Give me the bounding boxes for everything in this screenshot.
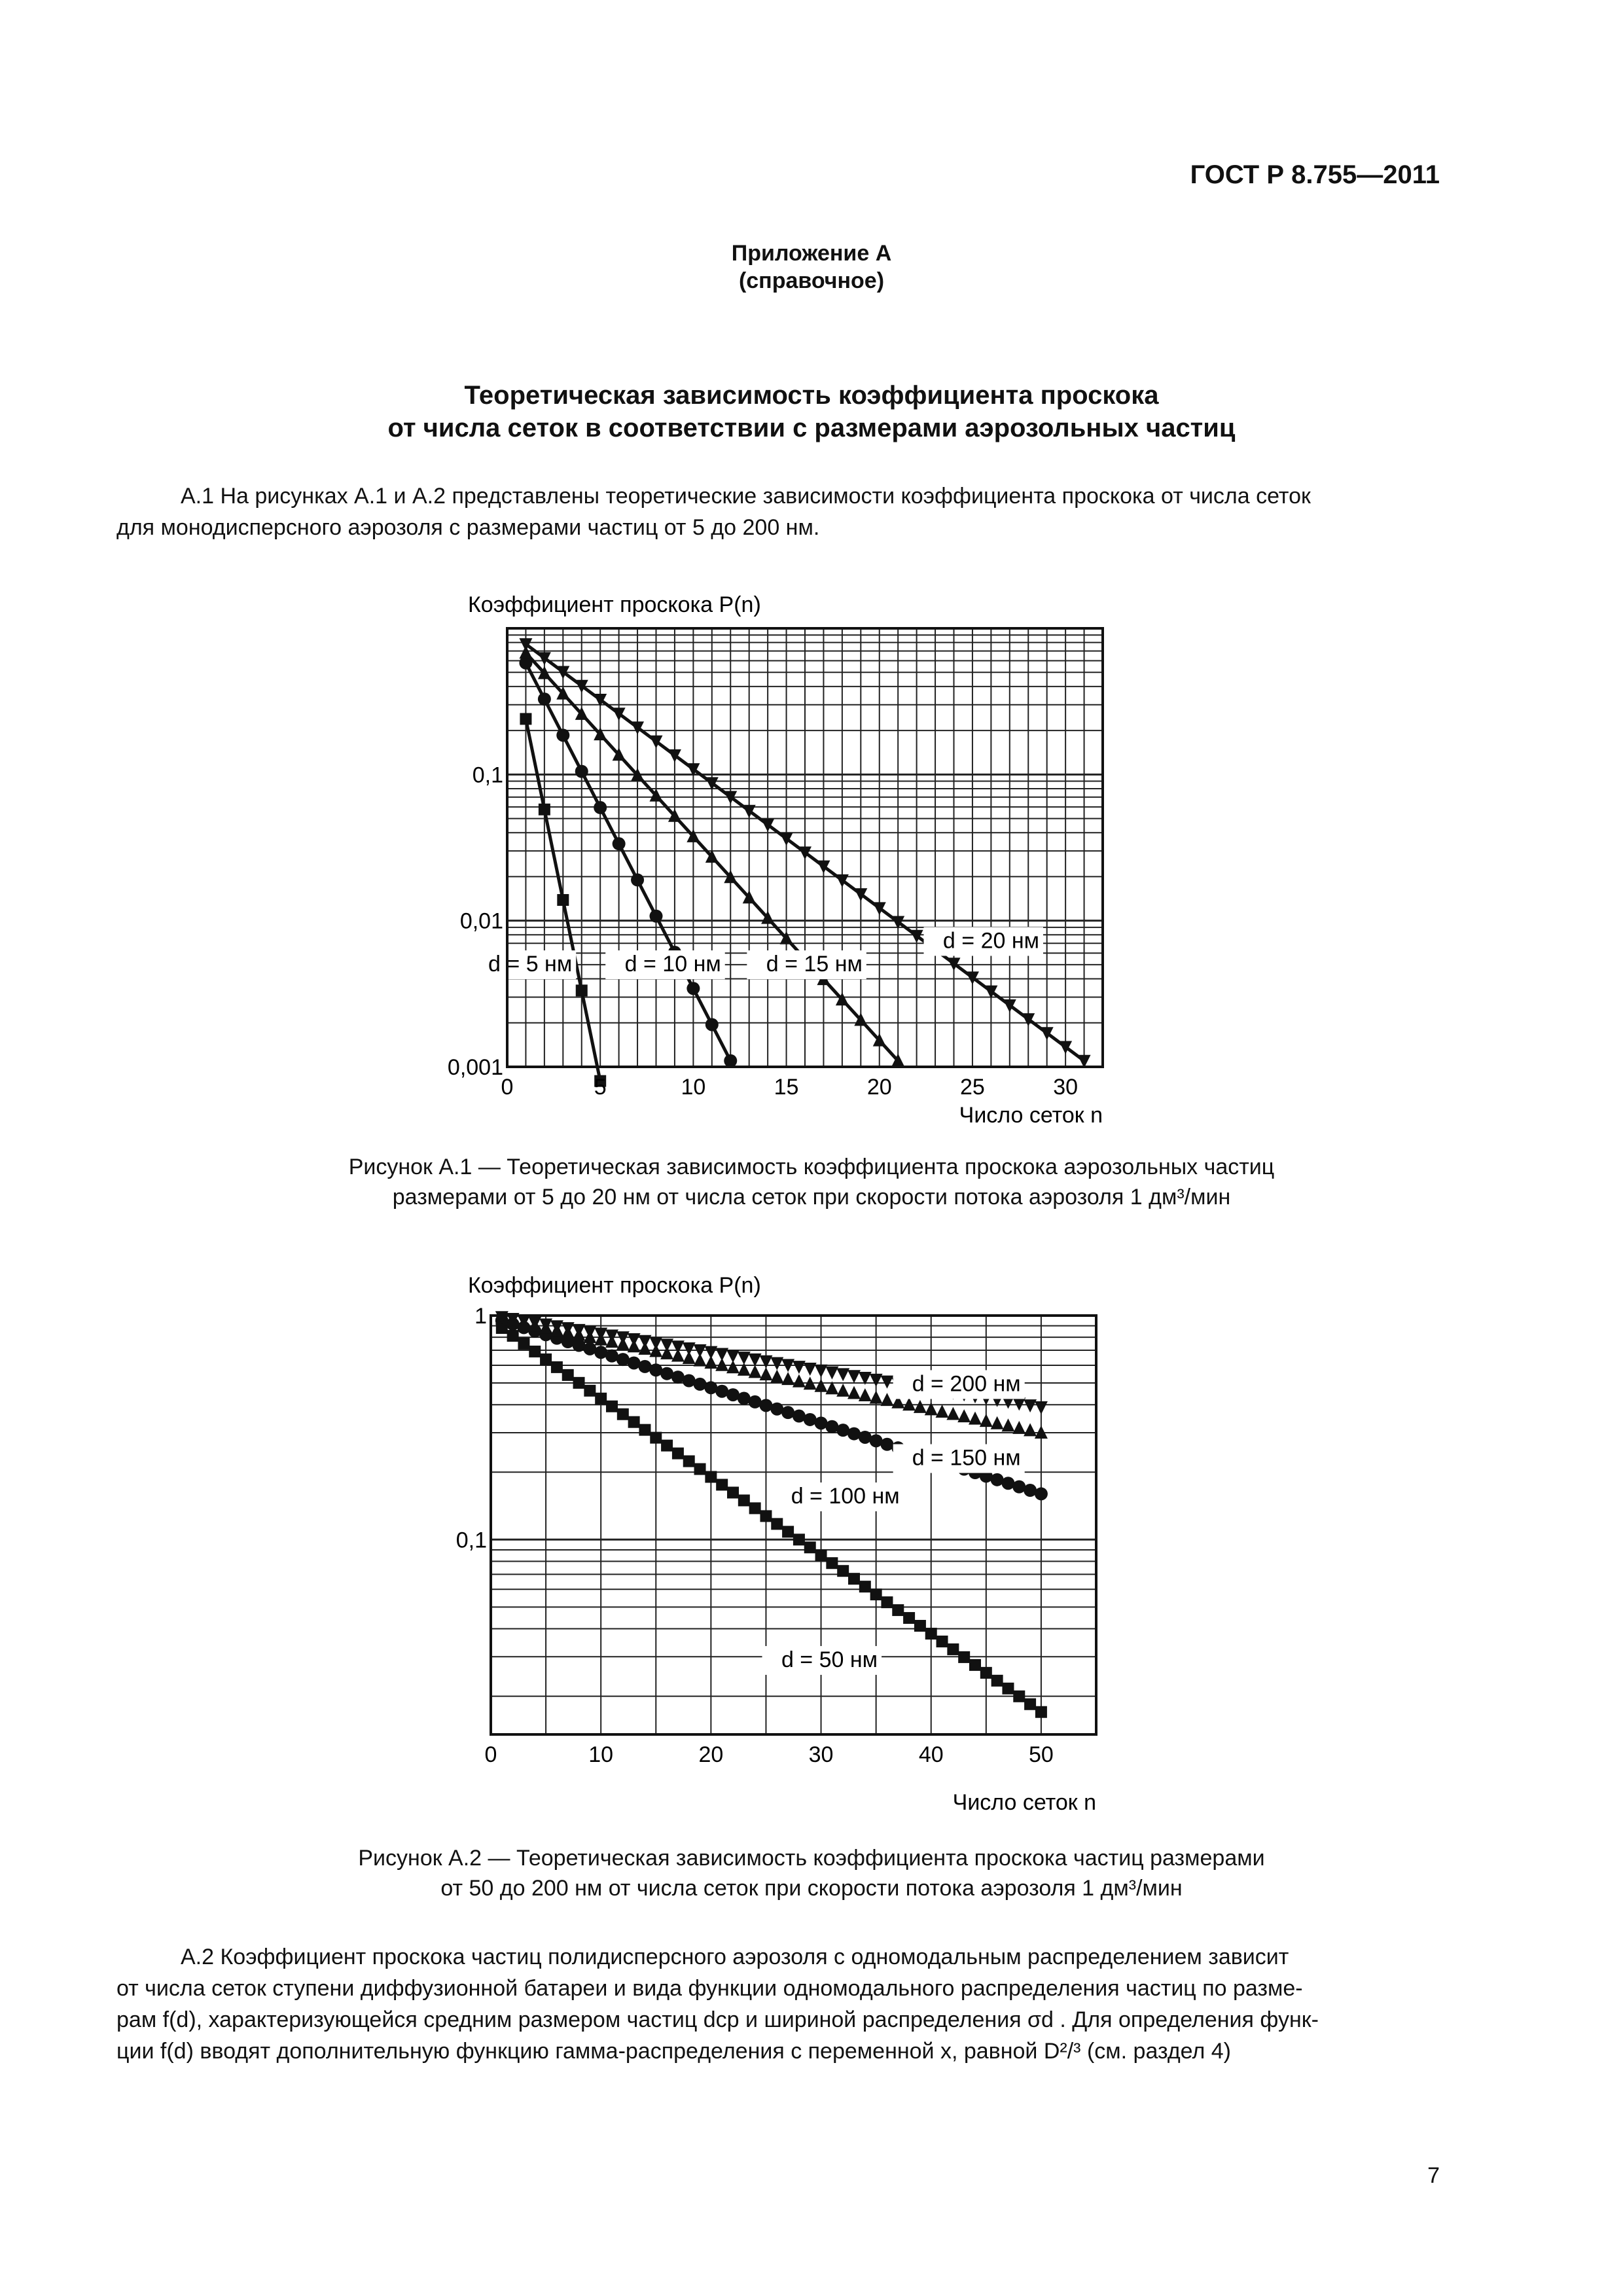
data-point [573,1377,585,1389]
data-point [991,1675,1003,1687]
data-point [793,1374,806,1388]
data-point [631,873,644,886]
data-point [837,1565,849,1577]
data-point [770,1370,783,1383]
data-point [815,1379,828,1392]
data-point [980,1667,992,1679]
data-point [771,1518,783,1530]
x-tick-label: 40 [918,1742,944,1767]
data-point [724,1054,737,1067]
data-point [749,1502,761,1514]
data-point [859,1581,871,1592]
data-point [705,1018,719,1031]
data-point [1035,1401,1048,1414]
data-point [914,1620,926,1632]
data-point [727,1486,739,1498]
data-point [617,1408,629,1420]
data-point [804,1541,816,1553]
data-point [576,984,588,996]
data-point [969,1412,982,1425]
data-point [518,1338,529,1350]
data-point [556,728,569,742]
data-point [639,1424,651,1436]
paragraph-a2-line3: рам f(d), характеризующейся средним размером частиц dср и шириной распределения σd . Для определения функ- [116,2007,1319,2032]
data-point [650,1432,662,1444]
data-point [551,1361,563,1373]
data-point [595,1393,607,1405]
figure-a1-caption-line1: Рисунок А.1 — Теоретическая зависимость коэффициента проскока аэрозольных частиц [348,1155,1275,1179]
series-label: d = 20 нм [942,928,1039,954]
data-point [1035,1706,1047,1718]
data-point [716,1479,728,1490]
paragraph-a2-line1: А.2 Коэффициент проскока частиц полидисперсного аэрозоля с одномодальным распределением зависит [181,1945,1289,1969]
data-point [1013,1691,1025,1702]
paragraph-a2-line4: ции f(d) вводят дополнительную функцию гамма-распределения с переменной x, равной D²/³ (см. раздел 4) [116,2039,1231,2064]
series-label: d = 15 нм [766,952,863,977]
data-point [584,1385,596,1397]
data-point [881,1596,893,1608]
series-label: d = 200 нм [912,1371,1021,1397]
data-point [1002,1683,1014,1695]
data-point [562,1369,574,1381]
data-point [539,804,550,816]
x-tick-label: 25 [960,1075,985,1100]
data-point [826,1557,838,1569]
page-number: 7 [1427,2163,1440,2188]
data-point [650,910,663,923]
data-point [957,1409,971,1422]
data-point [628,1416,640,1428]
data-point [859,1388,872,1401]
data-point [694,1463,706,1475]
figure-a2-xlabel: Число сеток n [952,1790,1096,1815]
data-point [760,1510,772,1522]
series-label: d = 5 нм [488,952,573,977]
data-point [880,1393,893,1406]
data-point [793,1534,805,1545]
data-point [1012,1421,1026,1434]
data-point [575,765,588,778]
series-label: d = 150 нм [912,1445,1021,1471]
data-point [936,1636,948,1647]
data-point [705,1471,717,1483]
data-point [738,1494,750,1506]
series-label: d = 10 нм [624,952,721,977]
data-point [594,801,607,814]
section-title-line1: Теоретическая зависимость коэффициента проскока [464,381,1159,410]
data-point [936,1405,949,1418]
data-point [1035,1487,1048,1500]
x-tick-label: 20 [698,1742,724,1767]
data-point [1024,1423,1037,1436]
figure-a2-caption-line2: от 50 до 200 нм от числа сеток при скорости потока аэрозоля 1 дм³/мин [440,1876,1183,1901]
data-point [947,1643,959,1655]
data-point [1024,1698,1036,1710]
x-tick-label: 0 [501,1075,514,1100]
y-tick-label: 0,1 [472,762,503,788]
data-point [520,713,531,725]
figure-a2-chart [419,1263,1139,1833]
section-title-line2: от числа сеток в соответствии с размерами аэрозольных частиц [387,414,1236,442]
data-point [870,1588,882,1600]
data-point [529,1346,541,1357]
y-tick-label: 0,01 [459,908,503,934]
figure-a2-caption-line1: Рисунок А.2 — Теоретическая зависимость коэффициента проскока частиц размерами [358,1846,1265,1871]
data-point [538,692,551,706]
data-point [903,1612,915,1624]
x-tick-label: 10 [681,1075,706,1100]
series-label: d = 50 нм [781,1647,878,1672]
figure-a2-ylabel: Коэффициент проскока P(n) [468,1273,761,1298]
paragraph-a1-line2: для монодисперсного аэрозоля с размерами частиц от 5 до 200 нм. [116,515,820,540]
appendix-subtitle: (справочное) [738,268,885,293]
data-point [557,894,569,906]
x-tick-label: 0 [484,1742,497,1767]
data-point [980,1414,993,1427]
data-point [969,1659,981,1671]
figure-a1-chart [419,583,1139,1139]
x-tick-label: 10 [588,1742,614,1767]
data-point [613,837,626,850]
data-point [1001,1418,1014,1431]
appendix-title: Приложение А [731,241,892,266]
y-tick-label: 0,1 [455,1528,487,1553]
data-point [661,1440,673,1452]
data-point [672,1448,684,1460]
data-point [914,1400,927,1413]
x-tick-label: 30 [1053,1075,1079,1100]
data-point [991,1416,1004,1429]
data-point [847,1386,861,1399]
x-tick-label: 20 [866,1075,892,1100]
x-tick-label: 50 [1028,1742,1054,1767]
series-label: d = 100 нм [791,1484,900,1509]
data-point [687,982,700,995]
data-point [540,1354,552,1365]
data-point [892,1604,904,1616]
data-point [946,1407,959,1420]
data-point [683,1456,695,1467]
x-tick-label: 5 [594,1075,607,1100]
figure-a1-ylabel: Коэффициент проскока P(n) [468,592,761,617]
data-point [606,1401,618,1412]
document-header: ГОСТ Р 8.755—2011 [1190,160,1440,189]
data-point [759,1367,772,1380]
data-point [836,1384,849,1397]
paragraph-a1-line1: А.1 На рисунках А.1 и А.2 представлены теоретические зависимости коэффициента проскока от числа сеток [181,484,1311,509]
data-point [782,1526,794,1537]
x-tick-label: 15 [774,1075,799,1100]
data-point [815,1549,827,1561]
data-point [781,1372,794,1385]
data-point [749,1365,762,1378]
y-tick-label: 1 [474,1304,487,1329]
data-point [507,1330,519,1342]
paragraph-a2-line2: от числа сеток ступени диффузионной батареи и вида функции одномодального распределения частиц по разме- [116,1976,1303,2001]
data-point [848,1573,860,1585]
x-tick-label: 30 [808,1742,834,1767]
data-point [870,1391,883,1404]
data-point [958,1651,970,1663]
data-point [925,1628,937,1640]
figure-a1-caption-line2: размерами от 5 до 20 нм от числа сеток при скорости потока аэрозоля 1 дм³/мин [392,1185,1231,1210]
y-tick-label: 0,001 [447,1055,503,1080]
figure-a1-xlabel: Число сеток n [959,1103,1103,1128]
